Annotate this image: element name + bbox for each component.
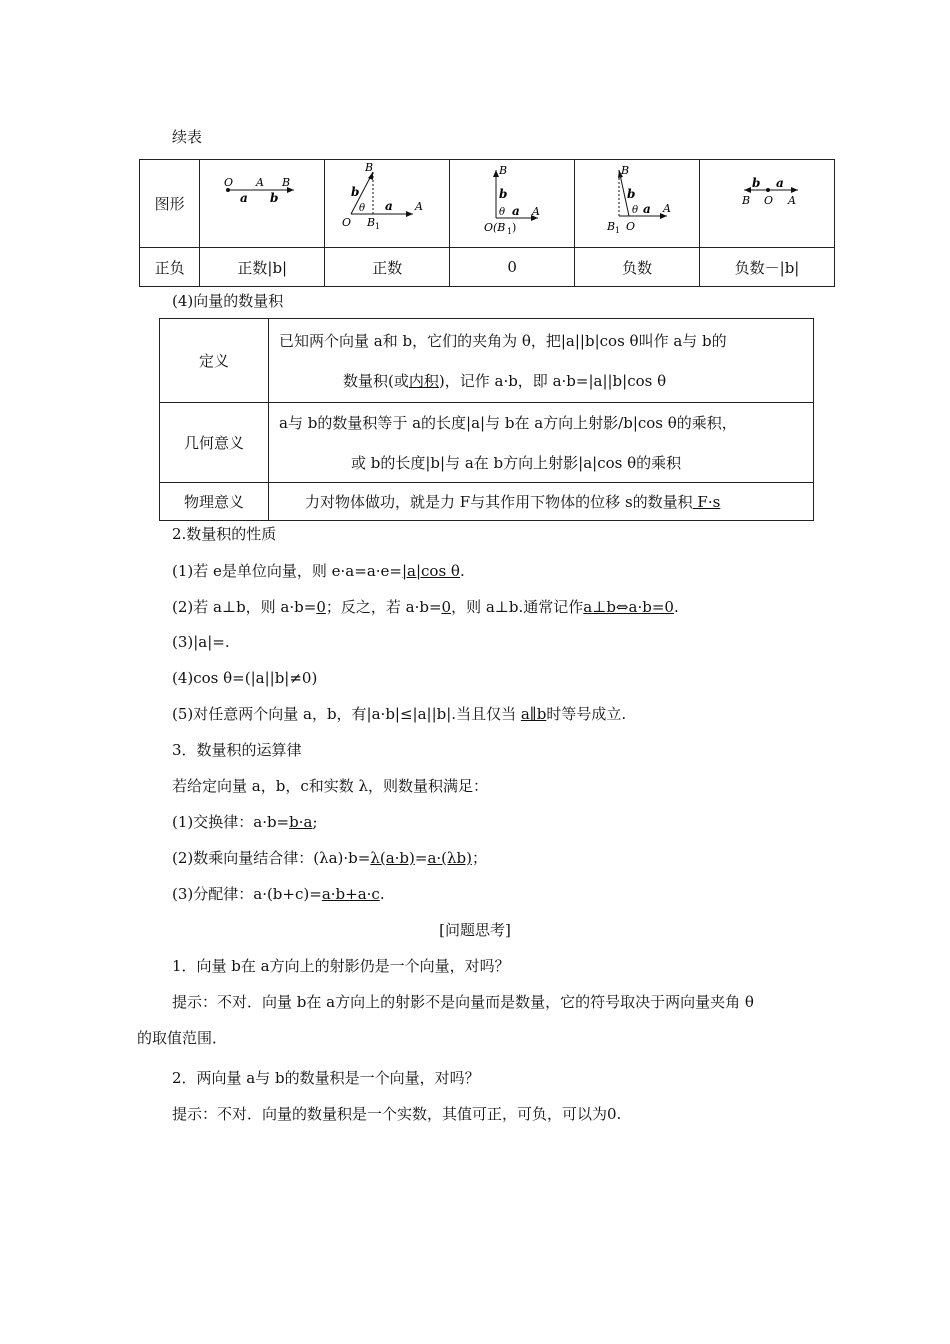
property-1 [172,561,465,581]
figure-obtuse-angle [577,162,697,242]
property-2 [172,597,679,617]
figure-acute-angle [327,162,447,242]
label-a: a [385,198,393,213]
label-B1: B [607,219,616,233]
definition-line-2-pre: 数量积(或 [343,371,409,390]
figure-cell-4 [575,160,700,248]
label-A: A [788,193,796,207]
projection-table [139,159,835,287]
answer-1-line-1: 提示：不对．向量 b在 a方向上的射影不是向量而是数量，它的符号取决于两向量夹角 θ [172,993,754,1011]
sign-cell-2: 正数 [325,248,450,287]
section-3-title: 3．数量积的运算律 [172,741,302,759]
physical-meaning-label: 物理意义 [160,483,269,521]
label-B: B [365,161,374,174]
property-5-answer: a∥b [520,705,547,723]
label-O: O [342,215,352,229]
label-sub1: 1 [375,221,381,231]
inner-product-term: 内积 [408,371,439,390]
property-2-part-a: (2)若 a⊥b，则 a·b= [172,598,317,616]
question-2: 2．两向量 a与 b的数量积是一个向量，对吗？ [172,1069,480,1087]
given-statement: 若给定向量 a，b，c和实数 λ，则数量积满足： [172,777,488,795]
law-2 [172,848,487,868]
property-2-part-c: ，则 a⊥b.通常记作 [451,598,584,616]
definition-line-2-post: )，记作 a·b，即 a·b=|a||b|cos θ [438,371,667,390]
label-theta: θ [632,204,639,216]
label-O: O [224,175,234,189]
physical-line-answer: F·s [692,493,721,511]
figure-cell-5 [700,160,835,248]
law-1 [172,812,318,832]
property-2-answer-1: 0 [316,598,326,616]
definition-line-1: 已知两个向量 a和 b，它们的夹角为 θ，把|a||b|cos θ叫作 a与 b的 [279,331,727,350]
law-2-pre: (2)数乘向量结合律：(λa)·b= [172,849,371,867]
sign-cell-4: 负数 [575,248,700,287]
figure-right-angle [452,162,572,242]
label-A: A [532,204,541,218]
continued-label: 续表 [172,128,203,146]
figure-cell-1 [200,160,325,248]
label-O: O [626,219,636,233]
question-1: 1．向量 b在 a方向上的射影仍是一个向量，对吗？ [172,957,510,975]
law-1-post: ; [312,813,318,831]
physical-meaning-content [269,483,814,521]
law-3-pre: (3)分配律：a·(b+c)= [172,885,322,903]
geometric-line-1: a与 b的数量积等于 a的长度|a|与 b在 a方向上射影/b|cos θ的乘积， [279,413,737,432]
label-B: B [499,163,508,177]
figure-positive-same-direction [202,162,322,242]
law-2-answer-1: λ(a·b) [370,849,415,867]
geometric-meaning-content [269,403,814,483]
label-b: b [351,184,360,199]
label-A: A [256,175,265,189]
property-2-answer-2: 0 [441,598,452,616]
label-B: B [282,175,291,189]
thinking-title: [问题思考] [439,921,511,939]
label-A: A [663,201,672,215]
label-O: O [764,193,774,207]
section-2-title: 2.数量积的性质 [172,525,277,543]
label-theta: θ [499,206,506,218]
label-B1: B [367,215,376,229]
section-4-title: (4)向量的数量积 [172,292,284,310]
property-2-part-b: ；反之，若 a·b= [325,598,442,616]
label-b: b [752,175,761,190]
figure-cell-2 [325,160,450,248]
law-1-pre: (1)交换律：a·b= [172,813,290,831]
dot-product-table [159,318,814,521]
row-header-sign: 正负 [140,248,200,287]
label-sub1: 1 [507,226,513,236]
answer-1-line-2: 的取值范围． [137,1029,228,1047]
property-4: (4)cos θ=(|a||b|≠0) [172,669,318,687]
label-a: a [240,190,249,205]
sign-cell-3: 0 [450,248,575,287]
label-a: a [776,175,784,190]
label-b: b [627,186,636,201]
row-header-figure: 图形 [140,160,200,248]
physical-line-pre: 力对物体做功，就是力 F与其作用下物体的位移 s的数量积 [305,493,693,511]
label-B: B [742,193,751,207]
property-5-post: 时等号成立. [546,705,627,723]
law-3-answer: a·b+a·c [321,885,380,903]
law-2-post: ； [471,849,487,867]
sign-cell-5: 负数－|b| [700,248,835,287]
geometric-line-2: 或 b的长度|b|与 a在 b方向上射影|a|cos θ的乘积 [351,453,682,472]
property-5-pre: (5)对任意两个向量 a，b，有|a·b|≤|a||b|.当且仅当 [172,705,521,723]
law-2-mid: = [414,849,428,867]
property-5 [172,704,626,724]
property-3: (3)|a|=. [172,633,230,651]
property-2-answer-3: a⊥b⇔a·b=0 [583,598,674,616]
label-close-paren: ) [512,220,517,234]
label-a: a [643,201,651,216]
law-2-answer-2: a·(λb) [427,849,472,867]
property-2-part-d: . [673,598,679,616]
definition-content [269,319,814,403]
property-1-answer: |a|cos θ [401,562,460,580]
geometric-meaning-label: 几何意义 [160,403,269,483]
label-theta: θ [359,202,366,214]
figure-opposite-direction [702,162,832,242]
property-1-pre: (1)若 e是单位向量，则 e·a=a·e= [172,562,402,580]
sign-cell-1: 正数|b| [200,248,325,287]
label-O-B1: O(B [484,220,506,234]
definition-label: 定义 [160,319,269,403]
law-3-post: . [379,885,385,903]
label-b: b [499,186,508,201]
definition-line-2 [279,371,813,391]
law-1-answer: b·a [289,813,313,831]
label-sub1: 1 [615,225,621,235]
law-3 [172,884,385,904]
figure-cell-3 [450,160,575,248]
label-A: A [415,199,424,213]
property-1-post: . [459,562,465,580]
label-a: a [512,203,520,218]
label-b: b [270,190,279,205]
answer-2: 提示：不对．向量的数量积是一个实数，其值可正，可负，可以为0. [172,1105,622,1123]
label-B: B [621,163,630,177]
